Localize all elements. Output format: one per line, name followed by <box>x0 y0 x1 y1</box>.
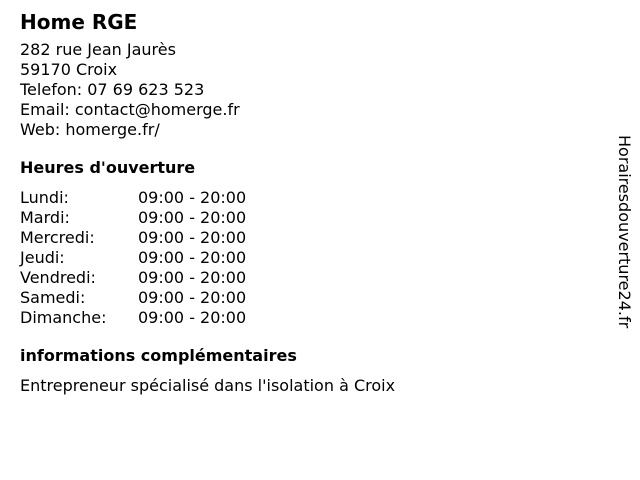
business-card <box>20 8 600 396</box>
hours-row-thursday <box>20 248 600 268</box>
time-range: 09:00 - 20:00 <box>138 208 247 227</box>
day-label: Dimanche: <box>20 308 107 327</box>
hours-row-friday <box>20 268 600 288</box>
time-range: 09:00 - 20:00 <box>138 288 247 307</box>
address-city: 59170 Croix <box>20 60 118 79</box>
time-range: 09:00 - 20:00 <box>138 228 247 247</box>
hours-row-wednesday <box>20 228 600 248</box>
day-label: Jeudi: <box>20 248 65 267</box>
time-range: 09:00 - 20:00 <box>138 188 247 207</box>
hours-row-saturday <box>20 288 600 308</box>
opening-hours-title: Heures d'ouverture <box>20 158 196 177</box>
phone-line: Telefon: 07 69 623 523 <box>20 80 205 99</box>
day-label: Mardi: <box>20 208 70 227</box>
time-range: 09:00 - 20:00 <box>138 268 247 287</box>
day-label: Vendredi: <box>20 268 96 287</box>
hours-row-monday <box>20 188 600 208</box>
time-range: 09:00 - 20:00 <box>138 248 247 267</box>
business-name: Home RGE <box>20 10 138 34</box>
email-line: Email: contact@homerge.fr <box>20 100 240 119</box>
site-watermark: Horairesdouverture24.fr <box>615 135 634 329</box>
day-label: Mercredi: <box>20 228 95 247</box>
address-street: 282 rue Jean Jaurès <box>20 40 176 59</box>
additional-info-text: Entrepreneur spécialisé dans l'isolation à Croix <box>20 376 396 395</box>
day-label: Lundi: <box>20 188 69 207</box>
opening-hours <box>20 158 600 328</box>
additional-info <box>20 346 600 396</box>
hours-row-tuesday <box>20 208 600 228</box>
time-range: 09:00 - 20:00 <box>138 308 247 327</box>
day-label: Samedi: <box>20 288 86 307</box>
web-line: Web: homerge.fr/ <box>20 120 160 139</box>
hours-row-sunday <box>20 308 600 328</box>
additional-info-title: informations complémentaires <box>20 346 297 365</box>
